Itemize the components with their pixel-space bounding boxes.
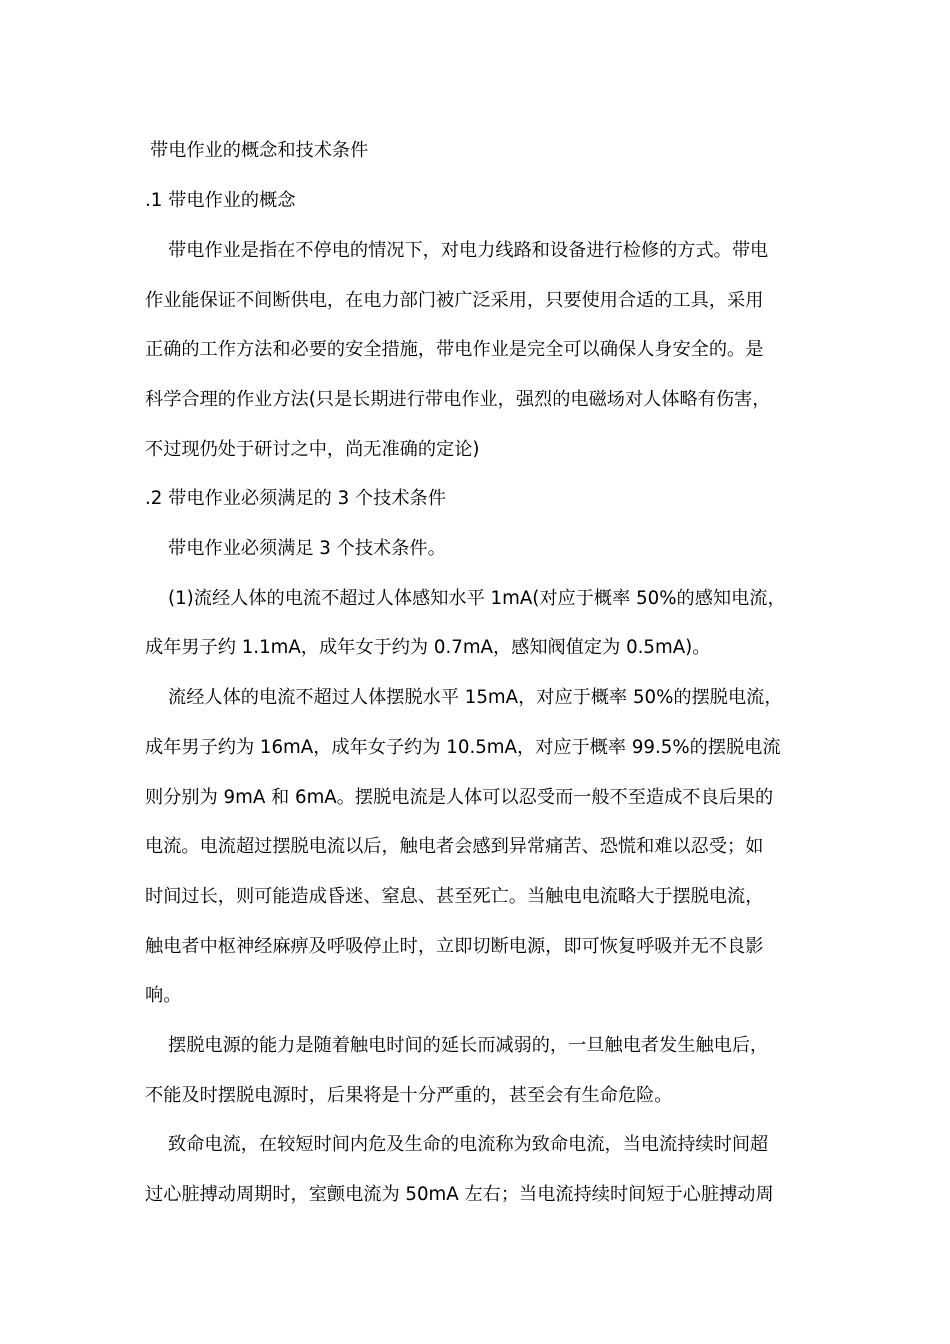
paragraph-line: 带电作业是指在不停电的情况下，对电力线路和设备进行检修的方式。带电 bbox=[168, 240, 769, 261]
paragraph-line: 流经人体的电流不超过人体摆脱水平 15mA，对应于概率 50%的摆脱电流， bbox=[168, 687, 783, 708]
paragraph-line: 电流。电流超过摆脱电流以后，触电者会感到异常痛苦、恐慌和难以忍受；如 bbox=[145, 836, 764, 857]
paragraph-line: 触电者中枢神经麻痹及呼吸停止时，立即切断电源，即可恢复呼吸并无不良影 bbox=[145, 936, 764, 957]
paragraph-line: 科学合理的作业方法(只是长期进行带电作业，强烈的电磁场对人体略有伤害， bbox=[145, 389, 771, 410]
paragraph-line: 作业能保证不间断供电，在电力部门被广泛采用，只要使用合适的工具，采用 bbox=[145, 290, 764, 311]
section-1-title: .1 带电作业的概念 bbox=[145, 190, 296, 211]
paragraph-line: 带电作业必须满足 3 个技术条件。 bbox=[168, 538, 446, 559]
section-2-title: .2 带电作业必须满足的 3 个技术条件 bbox=[145, 488, 446, 509]
paragraph-line: 时间过长，则可能造成昏迷、窒息、甚至死亡。当触电电流略大于摆脱电流， bbox=[145, 886, 764, 907]
paragraph-line: 正确的工作方法和必要的安全措施，带电作业是完全可以确保人身安全的。是 bbox=[145, 339, 764, 360]
paragraph-line: 摆脱电源的能力是随着触电时间的延长而减弱的，一旦触电者发生触电后， bbox=[168, 1035, 769, 1056]
paragraph-line: 不过现仍处于研讨之中，尚无准确的定论) bbox=[145, 439, 480, 460]
paragraph-line: 过心脏搏动周期时，室颤电流为 50mA 左右；当电流持续时间短于心脏搏动周 bbox=[145, 1184, 774, 1205]
paragraph-line: 成年男子约为 16mA，成年女子约为 10.5mA，对应于概率 99.5%的摆脱电流 bbox=[145, 737, 781, 758]
paragraph-line: 则分别为 9mA 和 6mA。摆脱电流是人体可以忍受而一般不至造成不良后果的 bbox=[145, 787, 774, 808]
paragraph-line: 成年男子约 1.1mA，成年女于约为 0.7mA，感知阀值定为 0.5mA)。 bbox=[145, 637, 711, 658]
paragraph-line: (1)流经人体的电流不超过人体感知水平 1mA(对应于概率 50%的感知电流， bbox=[168, 588, 786, 609]
document-heading: 带电作业的概念和技术条件 bbox=[150, 140, 369, 161]
paragraph-line: 不能及时摆脱电源时，后果将是十分严重的，甚至会有生命危险。 bbox=[145, 1085, 673, 1106]
paragraph-line: 响。 bbox=[145, 985, 182, 1006]
paragraph-line: 致命电流，在较短时间内危及生命的电流称为致命电流，当电流持续时间超 bbox=[168, 1134, 769, 1155]
